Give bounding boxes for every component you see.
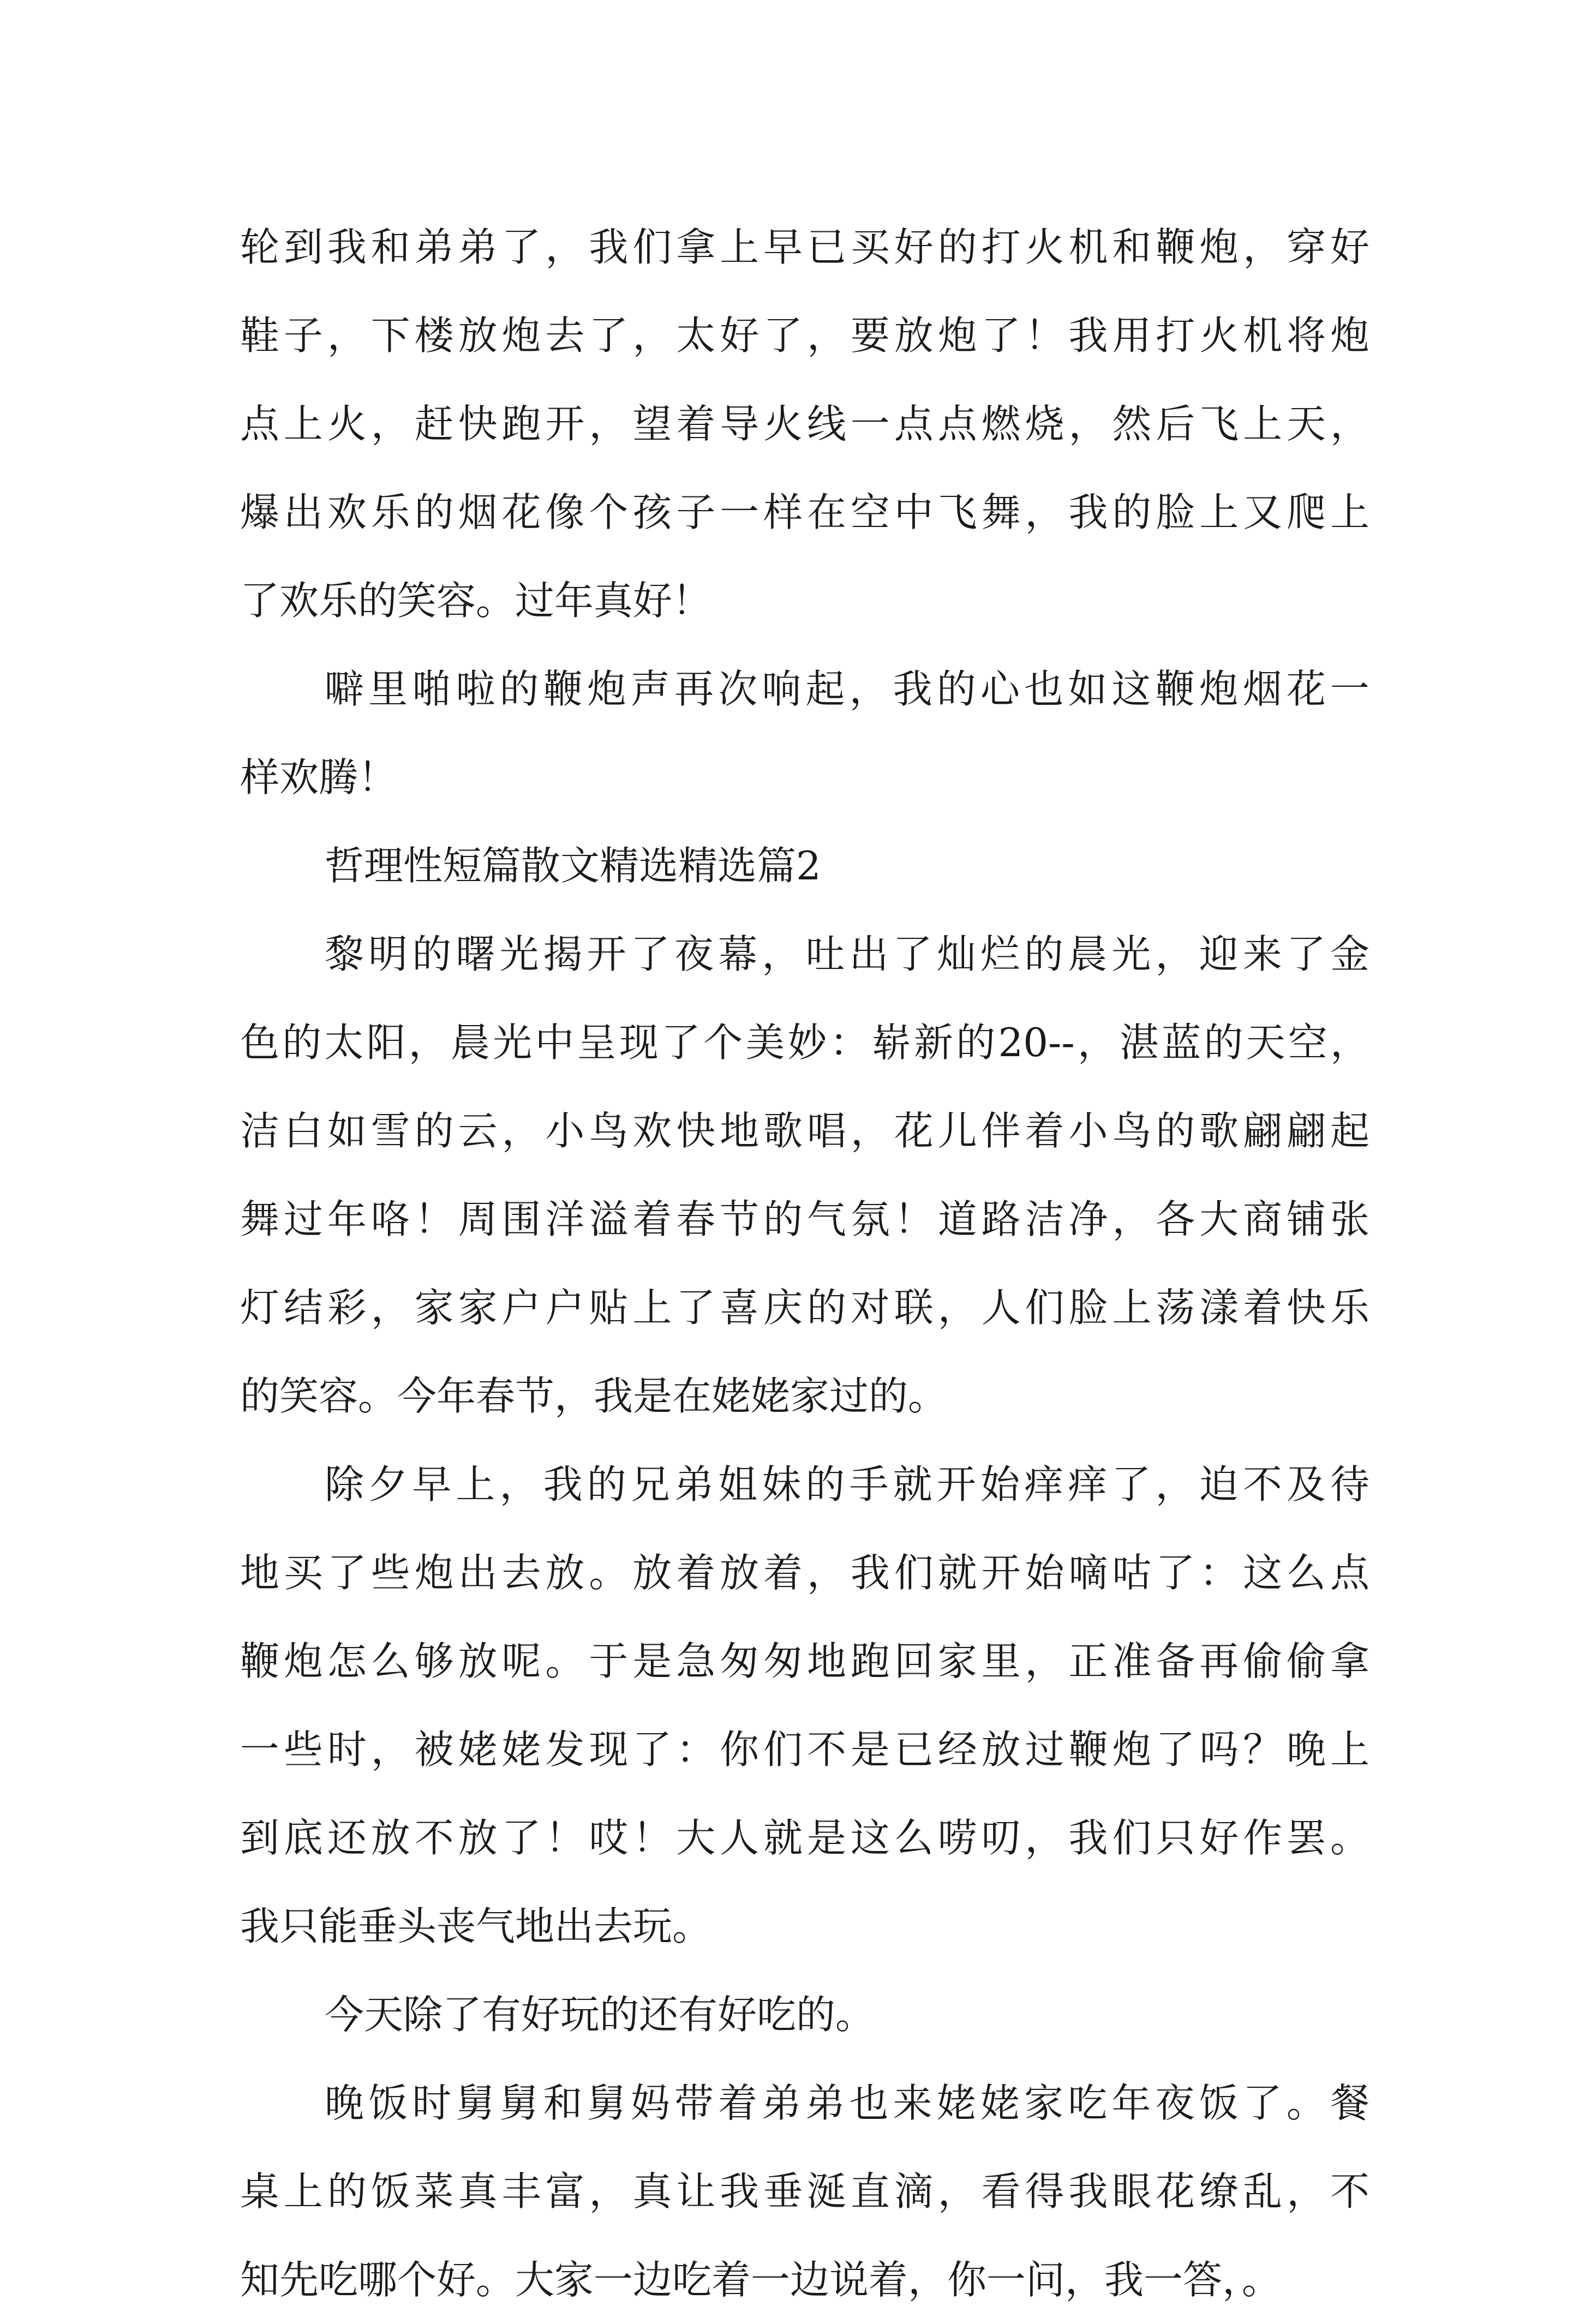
text-line: 我只能垂头丧气地出去玩。 xyxy=(240,1903,712,1949)
text-line: 轮到我和弟弟了，我们拿上早已买好的打火机和鞭炮，穿好 xyxy=(240,224,1369,270)
paragraph xyxy=(240,1440,1369,1970)
text-line: 点上火，赶快跑开，望着导火线一点点燃烧，然后飞上天， xyxy=(240,401,1369,447)
document-body xyxy=(240,203,1369,2324)
text-line: 鞭炮怎么够放呢。于是急匆匆地跑回家里，正准备再偷偷拿 xyxy=(240,1638,1369,1684)
text-line: 鞋子，下楼放炮去了，太好了，要放炮了！我用打火机将炮 xyxy=(240,313,1369,358)
text-line: 了欢乐的笑容。过年真好！ xyxy=(240,578,712,624)
text-line: 灯结彩，家家户户贴上了喜庆的对联，人们脸上荡漾着快乐 xyxy=(240,1285,1369,1331)
text-line: 一些时，被姥姥发现了：你们不是已经放过鞭炮了吗？晚上 xyxy=(240,1727,1369,1772)
paragraph xyxy=(240,1970,1369,2059)
heading-text: 哲理性短篇散文精选精选篇2 xyxy=(325,843,821,889)
text-line: 色的太阳，晨光中呈现了个美妙：崭新的20--，湛蓝的天空， xyxy=(240,1020,1369,1065)
paragraph xyxy=(240,2059,1369,2324)
text-line: 桌上的饭菜真丰富，真让我垂涎直滴，看得我眼花缭乱，不 xyxy=(240,2169,1369,2214)
text-line: 样欢腾！ xyxy=(240,754,398,800)
text-line: 洁白如雪的云，小鸟欢快地歌唱，花儿伴着小鸟的歌翩翩起 xyxy=(240,1108,1369,1154)
text-line: 除夕早上，我的兄弟姐妹的手就开始痒痒了，迫不及待 xyxy=(325,1462,1369,1507)
paragraph xyxy=(240,910,1369,1440)
text-line: 晚饭时舅舅和舅妈带着弟弟也来姥姥家吃年夜饭了。餐 xyxy=(325,2080,1369,2126)
text-line: 的笑容。今年春节，我是在姥姥家过的。 xyxy=(240,1373,948,1419)
text-line: 今天除了有好玩的还有好吃的。 xyxy=(325,1992,875,2038)
text-line: 黎明的曙光揭开了夜幕，吐出了灿烂的晨光，迎来了金 xyxy=(325,931,1369,977)
paragraph xyxy=(240,645,1369,822)
text-line: 地买了些炮出去放。放着放着，我们就开始嘀咕了：这么点 xyxy=(240,1550,1369,1596)
text-line: 噼里啪啦的鞭炮声再次响起，我的心也如这鞭炮烟花一 xyxy=(325,666,1369,712)
text-line: 到底还放不放了！哎！大人就是这么唠叨，我们只好作罢。 xyxy=(240,1815,1369,1861)
paragraph xyxy=(240,203,1369,645)
text-line: 舞过年咯！周围洋溢着春节的气氛！道路洁净，各大商铺张 xyxy=(240,1196,1369,1242)
text-line: 知先吃哪个好。大家一边吃着一边说着，你一问，我一答，。 xyxy=(240,2257,1282,2303)
text-line: 爆出欢乐的烟花像个孩子一样在空中飞舞，我的脸上又爬上 xyxy=(240,489,1369,535)
section-heading xyxy=(240,822,1369,910)
